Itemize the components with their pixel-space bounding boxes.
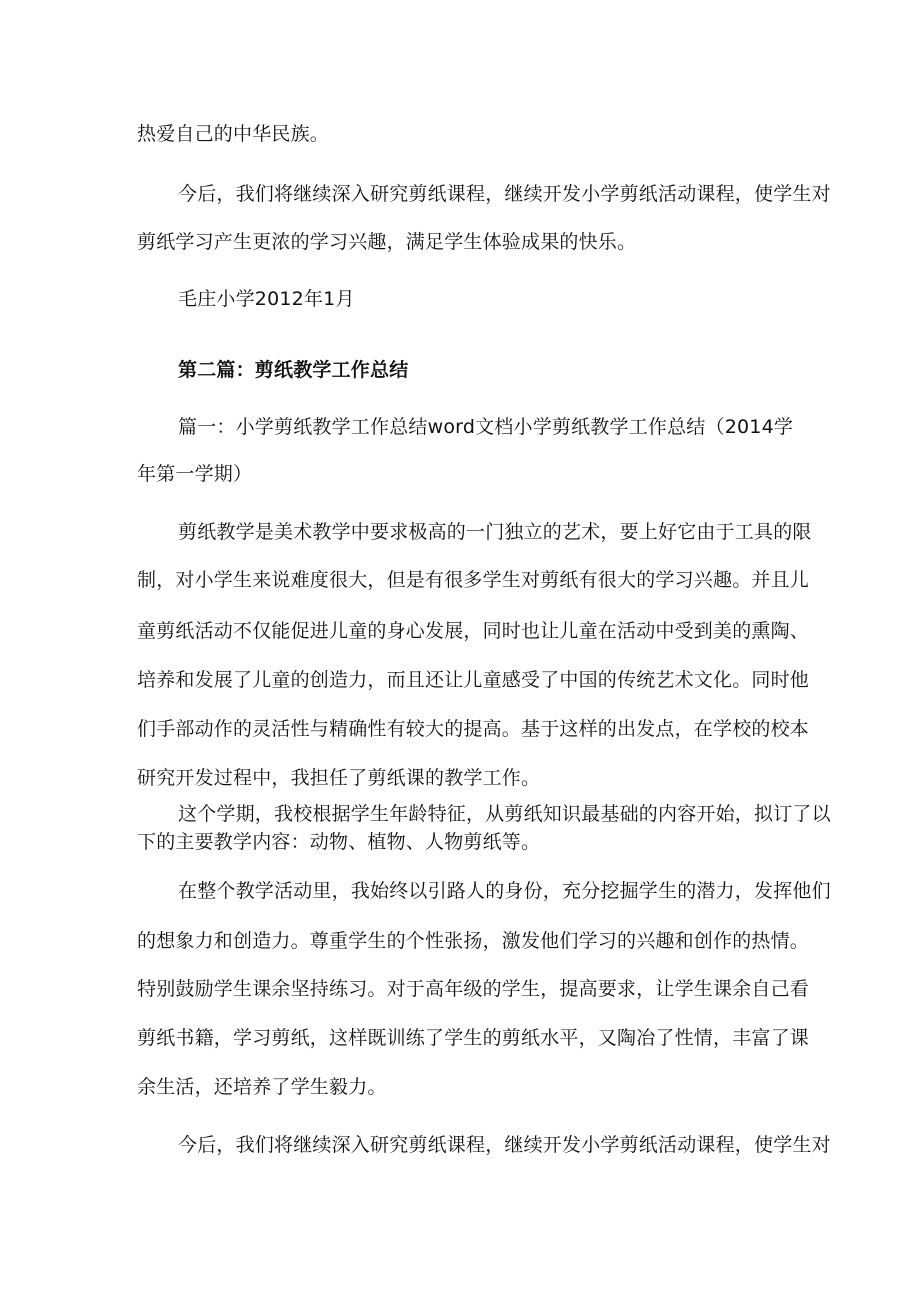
- text-line: 童剪纸活动不仅能促进儿童的身心发展，同时也让儿童在活动中受到美的熏陶、: [137, 620, 810, 642]
- date-line: 毛庄小学2012年1月: [178, 288, 355, 310]
- text-line: 制，对小学生来说难度很大，但是有很多学生对剪纸有很大的学习兴趣。并且儿: [137, 569, 810, 591]
- text-line: 剪纸教学是美术教学中要求极高的一门独立的艺术，要上好它由于工具的限: [178, 521, 812, 543]
- text-line: 们手部动作的灵活性与精确性有较大的提高。基于这样的出发点，在学校的校本: [137, 718, 810, 740]
- text-line: 的想象力和创造力。尊重学生的个性张扬，激发他们学习的兴趣和创作的热情。: [137, 930, 810, 952]
- text-line: 剪纸学习产生更浓的学习兴趣，满足学生体验成果的快乐。: [137, 231, 637, 253]
- text-line: 热爱自己的中华民族。: [137, 123, 330, 145]
- text-line: 余生活，还培养了学生毅力。: [137, 1076, 387, 1098]
- text-line: 在整个教学活动里，我始终以引路人的身份，充分挖掘学生的潜力，发挥他们: [178, 880, 831, 902]
- text-line: 特别鼓励学生课余坚持练习。对于高年级的学生，提高要求，让学生课余自己看: [137, 978, 810, 1000]
- text-line: 今后，我们将继续深入研究剪纸课程，继续开发小学剪纸活动课程，使学生对: [178, 1134, 831, 1156]
- section-heading: 第二篇：剪纸教学工作总结: [178, 359, 409, 381]
- text-line: 研究开发过程中，我担任了剪纸课的教学工作。: [137, 767, 541, 789]
- text-line: 下的主要教学内容：动物、植物、人物剪纸等。: [137, 831, 541, 853]
- text-line: 今后，我们将继续深入研究剪纸课程，继续开发小学剪纸活动课程，使学生对: [178, 183, 831, 205]
- text-line: 年第一学期）: [137, 463, 253, 485]
- text-line: 培养和发展了儿童的创造力，而且还让儿童感受了中国的传统艺术文化。同时他: [137, 669, 810, 691]
- text-line: 这个学期，我校根据学生年龄特征，从剪纸知识最基础的内容开始，拟订了以: [178, 803, 831, 825]
- text-line: 剪纸书籍，学习剪纸，这样既训练了学生的剪纸水平，又陶冶了性情，丰富了课: [137, 1027, 810, 1049]
- text-line: 篇一：小学剪纸教学工作总结word文档小学剪纸教学工作总结（2014学: [178, 416, 794, 438]
